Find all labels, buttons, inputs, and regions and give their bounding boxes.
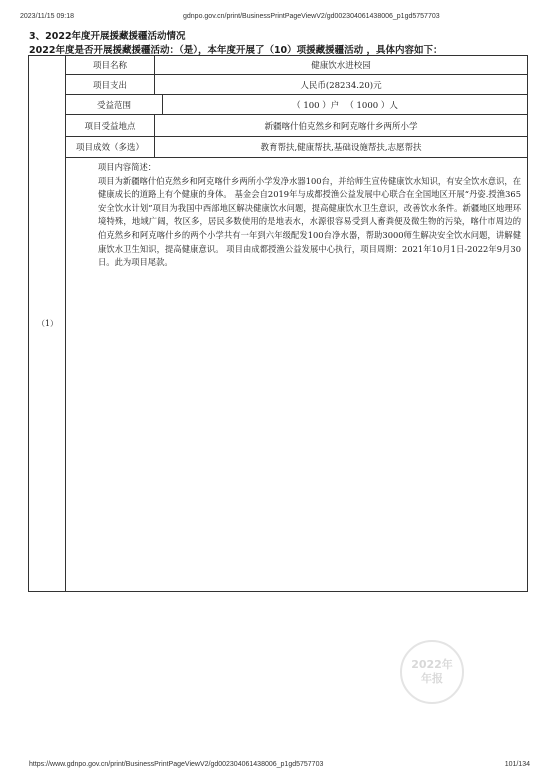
print-date: 2023/11/15 09:18 (20, 13, 74, 20)
print-footer (0, 761, 554, 773)
project-description (66, 158, 527, 591)
project-expense-value: 人民币(28234.20)元 (300, 80, 382, 91)
annual-report-watermark (400, 640, 464, 704)
description-text: 项目为新疆喀什伯克然乡和阿克喀什乡两所小学发净水器100台，并给师生宣传健康饮水知识，有安全饮水意识，在健康成长的道路上有个健康的身体。 基金会自2019年与成都授渔公益发展中心联合在全国地区开展“丹姿.授渔365安全饮水计划”项目为我国中西部地区解决健康饮水问题，提高健康饮水卫生意识，改善饮水条件。新疆地区地理环境特殊，地域广阔，牧区多，居民多数使用的是地表水，水源很容易受到人畜粪便及微生物的污染，喀什市周边的伯克然乡和阿克喀什乡的两个小学共有一年到六年级配发100台净水器，帮助3000师生解决安全饮水问题，讲解健康饮水卫生知识，提高健康意识。 项目由成都授渔公益发展中心执行，项目周期：2021年10月1日-2022年9月30日。此为项目尾款。 (98, 175, 521, 268)
project-name-value: 健康饮水进校园 (311, 61, 371, 71)
print-url: gdnpo.gov.cn/print/BusinessPrintPageViewV2/gd002304061438006_p1gd5757703 (183, 13, 440, 20)
print-header (0, 13, 554, 25)
description-heading: 项目内容简述： (98, 162, 157, 172)
beneficiary-value (163, 95, 527, 114)
row-project-expense (66, 75, 527, 95)
row-beneficiary (66, 95, 527, 115)
section-question: 2022年度是否开展援藏援疆活动：（是），本年度开展了（10）项援藏援疆活动 ，具体内容如下： (29, 45, 443, 56)
row-outcome (66, 137, 527, 158)
project-index: （1） (36, 319, 59, 328)
watermark-year: 2022年 (411, 658, 453, 671)
beneficiary-households: （ 100 ）户 (292, 100, 340, 111)
section-title: 3、2022年度开展援藏援疆活动情况 (29, 31, 186, 42)
location-label: 项目受益地点 (66, 115, 155, 136)
project-name-label: 项目名称 (66, 56, 155, 74)
footer-url: https://www.gdnpo.gov.cn/print/BusinessPrintPageViewV2/gd002304061438006_p1gd5757703 (29, 761, 324, 768)
project-table (28, 55, 528, 592)
project-expense-label: 项目支出 (66, 75, 155, 94)
page-number: 101/134 (504, 761, 530, 768)
beneficiary-people: （ 1000 ）人 (345, 100, 398, 111)
beneficiary-label: 受益范围 (66, 95, 163, 114)
project-index-column (29, 56, 66, 591)
outcome-label: 项目成效（多选） (66, 137, 155, 157)
watermark-label: 年报 (421, 672, 443, 685)
row-location (66, 115, 527, 137)
outcome-value: 教育帮扶,健康帮扶,基础设施帮扶,志愿帮扶 (260, 143, 422, 153)
location-value: 新疆喀什伯克然乡和阿克喀什乡两所小学 (264, 121, 418, 132)
row-project-name (66, 56, 527, 75)
